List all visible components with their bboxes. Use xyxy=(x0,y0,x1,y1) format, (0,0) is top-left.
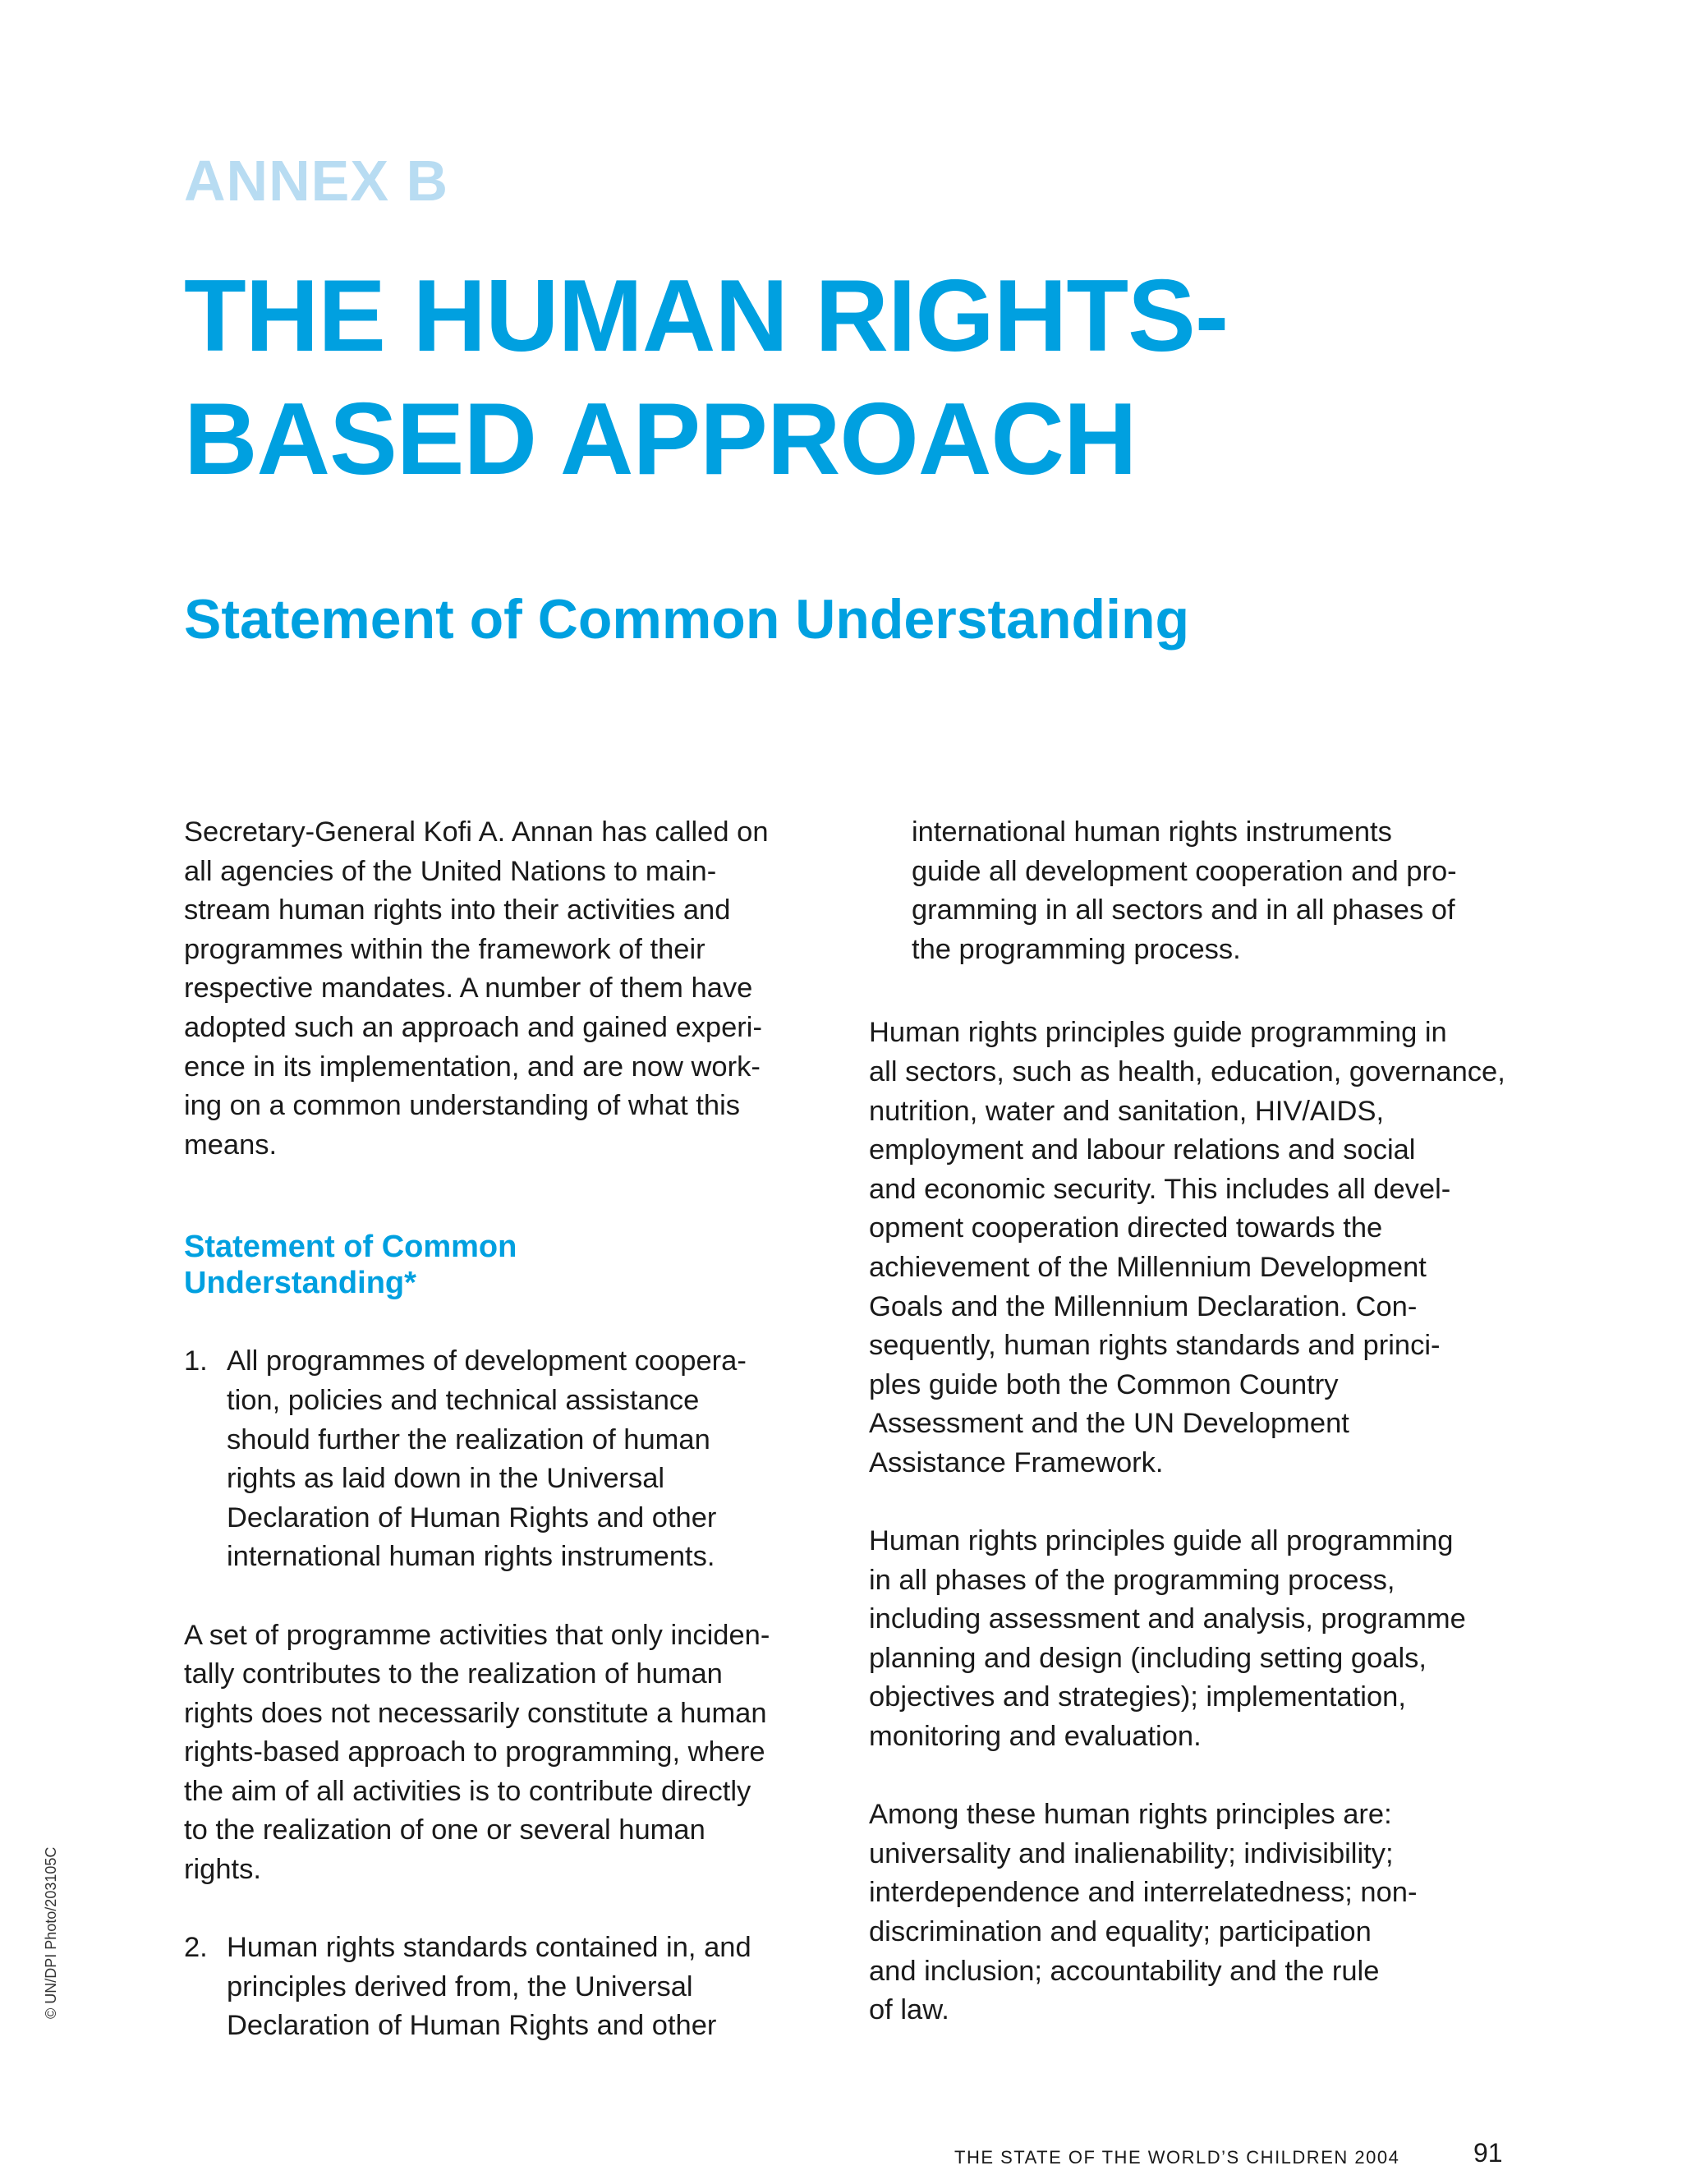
text-line: respective mandates. A number of them have xyxy=(184,972,753,1005)
text-line: interdependence and interrelatedness; non- xyxy=(869,1877,1418,1909)
text-line: rights. xyxy=(184,1854,261,1886)
text-line: achievement of the Millennium Development xyxy=(869,1251,1427,1283)
text-line: in all phases of the programming process, xyxy=(869,1564,1395,1596)
text-line: A set of programme activities that only inciden- xyxy=(184,1619,770,1651)
text-line: to the realization of one or several human xyxy=(184,1814,705,1846)
text-line: Declaration of Human Rights and other xyxy=(227,2010,717,2042)
page-subtitle: Statement of Common Understanding xyxy=(184,588,1190,651)
text-line: opment cooperation directed towards the xyxy=(869,1212,1383,1244)
section-heading xyxy=(184,1229,825,1301)
text-line: ence in its implementation, and are now work- xyxy=(184,1051,761,1083)
page-title-line-1: THE HUMAN RIGHTS- xyxy=(184,260,1229,373)
text-line: stream human rights into their activities and xyxy=(184,894,731,926)
text-line: Human rights principles guide all programming xyxy=(869,1525,1454,1557)
text-line: Assessment and the UN Development xyxy=(869,1408,1349,1440)
text-line: ing on a common understanding of what this xyxy=(184,1090,740,1122)
text-line: all sectors, such as health, education, governance, xyxy=(869,1055,1505,1087)
item-number: 1. xyxy=(184,1345,208,1377)
text-line: the programming process. xyxy=(912,933,1241,965)
text-line: Human rights principles guide programming in xyxy=(869,1017,1447,1049)
text-line: guide all development cooperation and pro- xyxy=(912,855,1457,887)
text-line: tion, policies and technical assistance xyxy=(227,1384,700,1416)
text-line: discrimination and equality; participation xyxy=(869,1916,1372,1948)
text-line: adopted such an approach and gained experi- xyxy=(184,1011,762,1043)
text-line: and economic security. This includes all devel- xyxy=(869,1173,1451,1205)
text-line: principles derived from, the Universal xyxy=(227,1970,693,2002)
text-line: Secretary-General Kofi A. Annan has called on xyxy=(184,816,769,848)
text-line: means. xyxy=(184,1129,278,1161)
text-line: ples guide both the Common Country xyxy=(869,1368,1339,1400)
section-heading-line-1: Statement of Common xyxy=(184,1230,517,1265)
body-paragraph xyxy=(869,1795,1526,2030)
page-title-line-2: BASED APPROACH xyxy=(184,383,1137,496)
numbered-item-2 xyxy=(184,1929,825,2046)
text-line: Among these human rights principles are: xyxy=(869,1799,1392,1831)
text-line: universality and inalienability; indivisibility; xyxy=(869,1837,1394,1869)
text-line: all agencies of the United Nations to main- xyxy=(184,855,717,887)
section-heading-line-2: Understanding* xyxy=(184,1266,416,1301)
item-text xyxy=(227,1929,825,2046)
text-line: of law. xyxy=(869,1994,949,2026)
text-line: gramming in all sectors and in all phases of xyxy=(912,894,1455,926)
photo-credit: © UN/DPI Photo/203105C xyxy=(43,1846,59,2019)
text-line: the aim of all activities is to contribute directly xyxy=(184,1775,751,1807)
text-line: including assessment and analysis, programme xyxy=(869,1603,1466,1635)
item-text xyxy=(227,1342,825,1577)
item-number: 2. xyxy=(184,1932,208,1964)
text-line: All programmes of development coopera- xyxy=(227,1345,747,1377)
text-line: planning and design (including setting goals, xyxy=(869,1642,1427,1674)
text-line: international human rights instruments. xyxy=(227,1541,715,1573)
page-number: 91 xyxy=(1473,2138,1503,2168)
text-line: rights does not necessarily constitute a human xyxy=(184,1697,767,1729)
text-line: sequently, human rights standards and princi- xyxy=(869,1330,1441,1362)
text-line: tally contributes to the realization of human xyxy=(184,1658,723,1690)
text-line: employment and labour relations and social xyxy=(869,1134,1416,1166)
text-line: Declaration of Human Rights and other xyxy=(227,1501,717,1533)
page-title xyxy=(184,255,1228,501)
text-line: objectives and strategies); implementation, xyxy=(869,1681,1406,1713)
text-line: programmes within the framework of their xyxy=(184,933,705,965)
text-line: should further the realization of human xyxy=(227,1423,710,1455)
text-line: rights as laid down in the Universal xyxy=(227,1463,665,1495)
text-line: monitoring and evaluation. xyxy=(869,1721,1202,1753)
text-line: Assistance Framework. xyxy=(869,1446,1164,1478)
text-line: rights-based approach to programming, where xyxy=(184,1736,765,1768)
body-paragraph xyxy=(869,1522,1526,1757)
numbered-item-2-continued xyxy=(869,813,1526,969)
numbered-item-1 xyxy=(184,1342,825,1577)
text-line: Human rights standards contained in, and xyxy=(227,1932,751,1964)
text-line: international human rights instruments xyxy=(912,816,1392,848)
text-line: Goals and the Millennium Declaration. Con- xyxy=(869,1290,1418,1322)
text-line: nutrition, water and sanitation, HIV/AIDS, xyxy=(869,1095,1385,1127)
footer-publication-title: THE STATE OF THE WORLD’S CHILDREN 2004 xyxy=(954,2147,1400,2168)
body-paragraph xyxy=(184,1616,825,1890)
annex-label: ANNEX B xyxy=(184,149,449,213)
text-line: and inclusion; accountability and the rule xyxy=(869,1955,1380,1987)
right-column xyxy=(869,813,1526,2030)
intro-paragraph xyxy=(184,813,825,1165)
body-paragraph xyxy=(869,1014,1526,1483)
left-column xyxy=(184,813,825,2046)
